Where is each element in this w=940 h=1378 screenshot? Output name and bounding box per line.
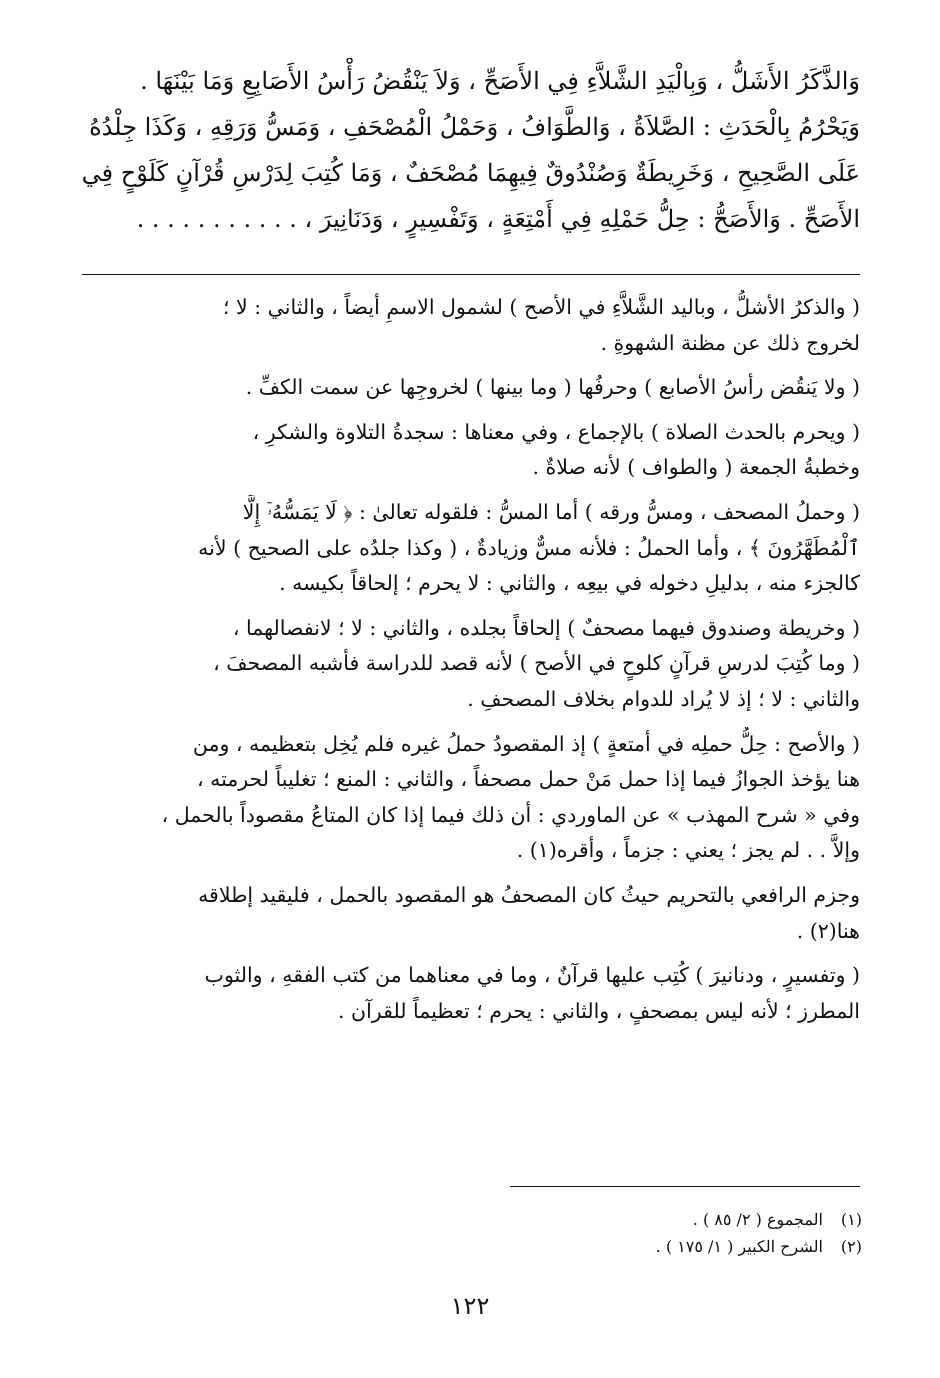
commentary-line: ( ولا يَنقُض رأسُ الأصابع ) وحرفُها ( وما بينها ) لخروجِها عن سمت الكفِّ . [245, 375, 860, 400]
commentary-line: ( وما كُتِبَ لدرسِ قرآنٍ كلوحٍ في الأصح ) لأنه قصد للدراسة فأشبه المصحفَ ، [213, 651, 860, 676]
commentary-paragraph [82, 370, 860, 406]
commentary-paragraph [82, 727, 860, 869]
main-text [82, 58, 860, 242]
commentary-paragraph [82, 495, 860, 602]
commentary [82, 290, 860, 1038]
main-text-line: عَلَى الصَّحِيحِ ، وَخَرِيطَةٌ وَصُنْدُوقٌ فِيهِمَا مُصْحَفٌ ، وَمَا كُتِبَ لِدَرْسِ قُرْآنٍ كَلَوْحٍ فِي [82, 159, 860, 187]
footnote-number: (١) [840, 1210, 862, 1229]
commentary-line: ٱلْمُطَهَّرُونَ ﴾ ، وأما الحملُ : فلأنه مسٌّ وزيادةٌ ، ( وكذا جلدُه على الصحيح ) لأنه [198, 535, 860, 560]
commentary-line: ( والذكرُ الأشلُّ ، وباليد الشَّلاَّءِ في الأصح ) لشمول الاسمِ أيضاً ، والثاني : لا ؛ [223, 295, 860, 319]
commentary-line: المطرز ؛ لأنه ليس بمصحفٍ ، والثاني : يحرم ؛ تعظيماً للقرآن . [338, 998, 860, 1023]
commentary-line: وخطبةُ الجمعة ( والطواف ) لأنه صلاةٌ . [532, 455, 860, 480]
commentary-line: والثاني : لا ؛ إذ لا يُراد للدوام بخلاف المصحفِ . [467, 686, 860, 711]
footnote-number: (٢) [840, 1237, 862, 1256]
commentary-line: ( وتفسيرٍ ، ودنانيرَ ) كُتِب عليها قرآنٌ ، وما في معناهما من كتب الفقهِ ، والثوب [204, 963, 860, 988]
commentary-paragraph [82, 878, 860, 949]
commentary-line: وإلاَّ . . لم يجز ؛ يعني : جزماً ، وأقره(١) . [516, 838, 860, 863]
commentary-line: ( ويحرم بالحدث الصلاة ) بالإجماع ، وفي معناها : سجدةُ التلاوة والشكرِ ، [252, 419, 860, 444]
commentary-paragraph [82, 415, 860, 486]
commentary-line: هنا(٢) . [796, 918, 860, 943]
footnote-text: المجموع ( ٢/ ٨٥ ) . [692, 1210, 823, 1229]
page-number: ١٢٢ [450, 1292, 490, 1320]
commentary-line: ( والأصح : حِلُّ حملِه في أمتعةٍ ) إذ المقصودُ حملُ غيره فلم يُخِل بتعظيمه ، ومن [192, 731, 860, 756]
commentary-line: هنا يؤخذ الجوازُ فيما إذا حمل مَنْ حمل مصحفاً ، والثاني : المنع ؛ تغليباً لحرمته ، [196, 767, 860, 792]
footnote-divider [510, 1186, 860, 1187]
main-text-line: وَالذَّكَرُ الأَشَلُّ ، وَبِالْيَدِ الشَّلاَّءِ فِي الأَصَحِّ ، وَلاَ يَنْقُضُ رَأْسُ الأَصَابِعِ وَمَا بَيْنَهَا . [140, 67, 860, 95]
commentary-line: وجزم الرافعي بالتحريم حيثُ كان المصحفُ هو المقصود بالحمل ، فليقيد إطلاقه [198, 882, 860, 907]
main-text-divider [82, 274, 860, 275]
commentary-paragraph [82, 611, 860, 718]
commentary-line: ( وخريطة وصندوق فيهما مصحفٌ ) إلحاقاً بجلده ، والثاني : لا ؛ لانفصالهما ، [232, 615, 860, 640]
main-text-line: الأَصَحِّ . وَالأَصَحُّ : حِلُّ حَمْلِهِ فِي أَمْتِعَةٍ ، وَتَفْسِيرٍ ، وَدَنَانِيرَ ، . . . . . . . . . . . [136, 205, 860, 233]
commentary-line: كالجزء منه ، بدليلِ دخوله في بيعِه ، والثاني : لا يحرم ؛ إلحاقاً بكيسه . [279, 571, 860, 596]
footnote [656, 1233, 862, 1260]
commentary-line: ( وحملُ المصحف ، ومسُّ ورقه ) أما المسُّ : فلقوله تعالىٰ : ﴿ لَا يَمَسُّهُۥٓ إِلَّا [242, 499, 860, 524]
commentary-line: وفي « شرح المهذب » عن الماوردي : أن ذلك فيما إذا كان المتاعُ مقصوداً بالحمل ، [161, 802, 860, 827]
main-text-line: وَيَحْرُمُ بِالْحَدَثِ : الصَّلاَةُ ، وَالطَّوَافُ ، وَحَمْلُ الْمُصْحَفِ ، وَمَسُّ وَرَقِهِ ، وَكَذَا جِلْدُهُ [89, 113, 860, 141]
footnote [656, 1206, 862, 1233]
commentary-paragraph [82, 290, 860, 361]
commentary-paragraph [82, 958, 860, 1029]
commentary-line: لخروج ذلك عن مظنة الشهوةِ . [600, 330, 860, 355]
footnote-text: الشرح الكبير ( ١/ ١٧٥ ) . [655, 1237, 823, 1256]
footnotes [656, 1206, 862, 1260]
